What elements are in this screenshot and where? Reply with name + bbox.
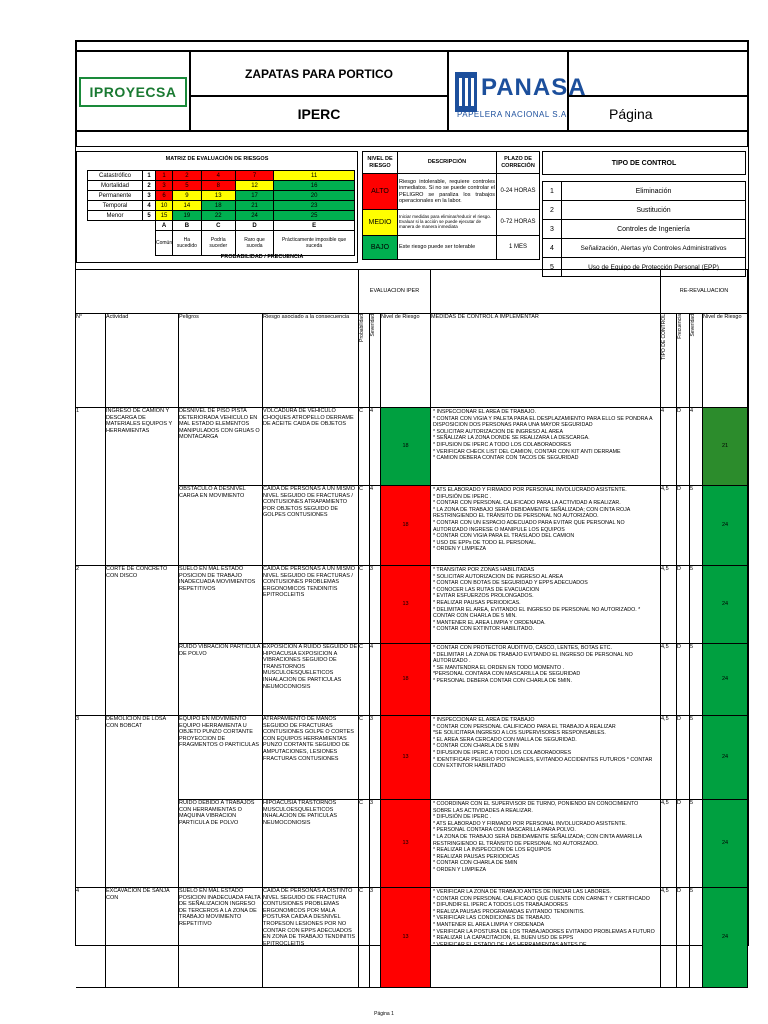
peligro-cell: RUIDO VIBRACIÓN PARTICULA DE POLVO: [179, 644, 263, 716]
frecuencia-cell: D: [677, 644, 690, 716]
level-alto: ALTO: [363, 174, 398, 210]
severidad2-cell: 5: [690, 888, 703, 988]
peligro-cell: SUELO EN MAL ESTADO POSICION INADECUADA FALTA DE SEÑALIZACION INGRESO DE TERCEROS A LA ZONA DE TRABAJO MOVIMIENTO REPETITIVO: [179, 888, 263, 988]
severity-num: 5: [143, 211, 156, 221]
severidad-cell: 4: [370, 486, 381, 566]
severity-num: 4: [143, 201, 156, 211]
level-alto-desc: Riesgo intolerable, requiere controles inmediatos. Si no se puede controlar el PELIGRO se paraliza los trabajos operacionales en la labor.: [398, 174, 497, 210]
matrix-cell: 22: [201, 211, 235, 221]
frecuencia-cell: D: [677, 566, 690, 644]
tipo-control-cell: 4,5: [661, 486, 677, 566]
riesgo-cell: ATRAPAMIENTO DE MANOS SEGUIDO DE FRACTURAS CONTUSIONES GOLPE O CORTES CON EQUIPOS HERRAMIENTAS PUNZO CORTANTE SEGUIDO DE AMPUTACIONES, LESIONES FRACTURAS CONTUSIONES: [263, 716, 359, 800]
level-medio: MEDIO: [363, 210, 398, 236]
probabilidad-cell: C: [359, 486, 370, 566]
peligro-cell: DESNIVEL DE PISO PISTA DETERIORADA VEHICULO EN MAL ESTADO ELEMENTOS MANIPULADOS CON GRUAS O MONTACARGA: [179, 408, 263, 486]
doc-title: ZAPATAS PARA PORTICO: [190, 51, 448, 96]
severidad-cell: 4: [370, 408, 381, 486]
probabilidad-cell: C: [359, 716, 370, 800]
freq-letter: B: [173, 221, 201, 231]
tipo-control-cell: 4,5: [661, 888, 677, 988]
matrix-cell: 3: [156, 181, 173, 191]
row-number: 3: [76, 716, 106, 888]
peligro-cell: OBSTACULO A DESNIVEL CARGA EN MOVIMIENTO: [179, 486, 263, 566]
col-actividad: Actividad: [106, 314, 179, 408]
matrix-cell: 4: [201, 171, 235, 181]
nivel-cell: 13: [381, 716, 431, 800]
severity-num: 1: [143, 171, 156, 181]
medidas-cell: * VERIFICAR LA ZONA DE TRABAJO ANTES DE INICIAR LAS LABORES. * CONTAR CON PERSONAL CALIFICADO QUE CUENTE CON CARNET Y CERTIFICADO * DIFUNDIR EL IPERC A TODOS LOS TRABAJADORES * REALIZA PAUSAS PROGRAMADAS EVITANDO TENDINITIS. * VERIFICAR LAS CONDICIONES DE TRABAJO. * MANTENER EL AREA LIMPIA Y ORDENADA * VERIFICAR LA POSTURA DE LOS TRABAJADORES EVITANDO PROBLEMAS A FUTURO * REALIZAR LA CAPACITACION, EL BUEN USO DE EPPS * VERIFICAR EL ESTADO DE LAS HERRAMIENTAS ANTES DE: [431, 888, 661, 988]
col-medidas: MEDIDAS DE CONTROL A IMPLEMENTAR: [431, 314, 661, 408]
frecuencia-cell: D: [677, 716, 690, 800]
col-peligros: Peligros: [179, 314, 263, 408]
matrix-cell: 9: [173, 191, 201, 201]
level-bajo: BAJO: [363, 236, 398, 260]
freq-letter: D: [235, 221, 273, 231]
header-blank: [431, 270, 661, 314]
nivel2-cell: 24: [703, 800, 748, 888]
level-alto-term: 0-24 HORAS: [497, 174, 540, 210]
matrix-cell: 10: [156, 201, 173, 211]
level-bajo-term: 1 MES: [497, 236, 540, 260]
severity-num: 2: [143, 181, 156, 191]
control-label: Sustitución: [562, 201, 746, 220]
matrix-cell: 17: [235, 191, 273, 201]
tipo-control-cell: 4,5: [661, 566, 677, 644]
frecuencia-cell: D: [677, 408, 690, 486]
matrix-cell: 5: [173, 181, 201, 191]
col-nivel: Nivel de Riesgo: [381, 314, 431, 408]
severity-label: Catastrófico: [88, 171, 143, 181]
col-severidad: Severidad: [370, 314, 381, 408]
riesgo-cell: CAIDA DE PERSONAS A UN MISMO NIVEL SEGUIDO DE FRACTURAS / CONTUSIONES ATRAPAMIENTO POR OBJETOS SEGUIDO DE GOLPES CONTUSIONES: [263, 486, 359, 566]
matrix-cell: 21: [235, 201, 273, 211]
matrix-title: MATRIZ DE EVALUACIÓN DE RIESGOS: [165, 156, 269, 162]
tipo-control-cell: 4,5: [661, 644, 677, 716]
panasa-subtitle: PAPELERA NACIONAL S.A: [457, 110, 567, 119]
header-blank: [76, 270, 359, 314]
severidad2-cell: 5: [690, 800, 703, 888]
level-medio-desc: Iniciar medidas para eliminar/reducir el riesgo. Evaluar si la acción se puede ejecutar de manera de manera inmediata: [398, 210, 497, 236]
matrix-footer: PROBABILIDAD / FRECUENCIA: [220, 254, 304, 260]
risk-matrix: [76, 151, 358, 263]
logo-cell: [76, 51, 190, 131]
page-label: Página: [568, 96, 748, 131]
matrix-cell: 18: [201, 201, 235, 211]
peligro-cell: SUELO EN MAL ESTADO POSICION DE TRABAJO INADECUADA MOVIMIENTOS REPETITIVOS: [179, 566, 263, 644]
row-actividad: DEMOLICION DE LOSA CON BOBCAT: [106, 716, 179, 888]
col-frecuencia: Frecuencia: [677, 314, 690, 408]
page-top-cell: [568, 51, 748, 96]
matrix-cell: 1: [156, 171, 173, 181]
nivel2-cell: 24: [703, 566, 748, 644]
control-num: 3: [543, 220, 562, 239]
col-probabilidad: Probabilidad: [359, 314, 370, 408]
level-bajo-desc: Este riesgo puede ser tolerable: [398, 236, 497, 260]
row-number: 4: [76, 888, 106, 988]
document-page: [75, 40, 749, 946]
probabilidad-cell: C: [359, 644, 370, 716]
severidad-cell: 3: [370, 716, 381, 800]
medidas-cell: * INSPECCIONAR EL AREA DE TRABAJO. * CONTAR CON VIGIA Y PALETA PARA EL DESPLAZAMIENTO PARA ELLO SE PONDRA A DISPOSICION DOS PERSONAS PARA UNA MAYOR SEGURIDAD * SOLICITAR AUTORIZACION DE INGRESO AL AREA * SEÑALIZAR LA ZONA DONDE SE REALIZARA LA DESCARGA. * DIFUSION DE IPERC A TODO LOS COLABORADORES * VERIFICAR CHECK LIST DEL CAMION, CONTAR CON KIT ANTI DERRAME * CAMION DEBERA CONTAR CON TACOS DE SEGURIDAD: [431, 408, 661, 486]
probabilidad-cell: C: [359, 408, 370, 486]
severidad-cell: 3: [370, 800, 381, 888]
levels-h-desc: DESCRIPCIÓN: [398, 152, 497, 174]
col-nivel2: Nivel de Riesgo: [703, 314, 748, 408]
row-number: 2: [76, 566, 106, 716]
panasa-emblem-icon: [455, 72, 477, 112]
severity-label: Menor: [88, 211, 143, 221]
control-label: Eliminación: [562, 182, 746, 201]
matrix-cell: 19: [173, 211, 201, 221]
iproyecsa-logo: IPROYECSA: [79, 77, 187, 107]
nivel2-cell: 24: [703, 716, 748, 800]
frecuencia-cell: D: [677, 486, 690, 566]
matrix-cell: 11: [274, 171, 355, 181]
control-label: Señalización, Alertas y/o Controles Administrativos: [562, 239, 746, 258]
riesgo-cell: VOLCADURA DE VEHICULO CHOQUES ATROPELLO DERRAME DE ACEITE CAIDA DE OBJETOS: [263, 408, 359, 486]
freq-desc: Prácticamente imposible que suceda: [274, 231, 355, 256]
header-spacer: [76, 131, 748, 147]
freq-letter: C: [201, 221, 235, 231]
doc-subtitle: IPERC: [190, 96, 448, 131]
severidad2-cell: 4: [690, 408, 703, 486]
matrix-row: [88, 181, 355, 191]
tipo-control-cell: 4,5: [661, 800, 677, 888]
severity-label: Temporal: [88, 201, 143, 211]
riesgo-cell: CAIDA DE PERSONAS A DISTINTO NIVEL SEGUIDO DE FRACTURA CONTUSIONES PROBLEMAS ERGONOMICOS POR MALA POSTURA CAIDA A DESNIVEL TROPESON LESIONES POR NO CONTAR CON EPPS ADECUADOS EN ZONA DE TRABAJO TENDINITIS EPITROCLEITIS: [263, 888, 359, 988]
reeval-header: RE-REVALUACION: [661, 270, 748, 314]
panasa-wordmark: PANASA: [481, 74, 587, 101]
severidad2-cell: 5: [690, 566, 703, 644]
row-number: 1: [76, 408, 106, 566]
col-n: N°: [76, 314, 106, 408]
freq-desc: Ha sucedido: [173, 231, 201, 256]
peligro-cell: EQUIPO EN MOVIMIENTO EQUIPO HERRAMIENTA U OBJETO PUNZO CORTANTE PROYECCION DE FRAGMENTOS O PARTICULAS: [179, 716, 263, 800]
row-actividad: CORTE DE CONCRETO CON DISCO: [106, 566, 179, 716]
col-riesgo: Riesgo asociado a la consecuencia: [263, 314, 359, 408]
control-num: 5: [543, 258, 562, 277]
nivel-cell: 13: [381, 888, 431, 988]
medidas-cell: * ATS ELABORADO Y FIRMADO POR PERSONAL INVOLUCRADO ASISTENTE. * DIFUSIÓN DE IPERC . * CONTAR CON PERSONAL CALIFICADO PARA LA ACTIVIDAD A REALIZAR. * LA ZONA DE TRABAJO SERÁ DEBIDAMENTE SEÑALIZADA; CON CINTA ROJA RESTRINGIENDO EL TRÁNSITO DE PERSONAL NO AUTORIZADO. * CONTAR CON UN ESPACIO ADECUADO PARA EVITAR QUE PERSONAL NO AUTORIZADO INGRESE O MANIPULE LOS EQUIPOS * CONTAR CON VIGIA PARA EL TRASLADO DEL CAMION * USO DE EPPs DE TODO EL PERSONAL. * ORDEN Y LIMPIEZA: [431, 486, 661, 566]
matrix-cell: 15: [156, 211, 173, 221]
freq-letter: A: [156, 221, 173, 231]
frecuencia-cell: D: [677, 800, 690, 888]
severidad2-cell: 5: [690, 486, 703, 566]
nivel-cell: 18: [381, 486, 431, 566]
severity-label: Permanente: [88, 191, 143, 201]
nivel2-cell: 24: [703, 888, 748, 988]
matrix-cell: 12: [235, 181, 273, 191]
tipo-control-cell: 4,5: [661, 716, 677, 800]
top-strip: [76, 41, 748, 51]
medidas-cell: * INSPECCIONAR EL AREA DE TRABAJO * CONTAR CON PERSONAL CALIFICADO PARA EL TRABAJO A REALIZAR *SE SOLICITARA INGRESO A LOS SUPERVISORES RESPONSABLES. * EL AREA SERA CERCADO CON MALLA DE SEGURIDAD. * CONTAR CON CHARLA DE 5 MIN * DIFUSION DE IPERC A TODO LOS COLABORADORES * IDENTIFICAR PELIGRO POTENCIALES, EVITANDO ACCIDENTES FUTUROS * CONTAR CON EXTINTOR HABILITADO: [431, 716, 661, 800]
nivel-cell: 18: [381, 408, 431, 486]
frecuencia-cell: D: [677, 888, 690, 988]
col-severidad2: Severidad: [690, 314, 703, 408]
severidad2-cell: 5: [690, 644, 703, 716]
matrix-row: [88, 201, 355, 211]
iperc-table: [76, 269, 748, 948]
severity-label: Mortalidad: [88, 181, 143, 191]
nivel-cell: 18: [381, 644, 431, 716]
riesgo-cell: CAIDA DE PERSONAS A UN MISMO NIVEL SEGUIDO DE FRACTURAS / CONTUSIONES PROBLEMAS ERGONOMICOS TENDINITIS EPITROCLEITIS: [263, 566, 359, 644]
freq-letter: E: [274, 221, 355, 231]
matrix-cell: 25: [274, 211, 355, 221]
medidas-cell: * CONTAR CON PROTECTOR AUDITIVO, CASCO, LENTES, BOTAS ETC. * DELIMITAR LA ZONA DE TRABAJO EVITANDO EL INGRESO DE PERSONAL NO AUTORIZADO . * SE MANTENDRA EL ORDEN EN TODO MOMENTO . *PERSONAL CONTARA CON MASCARILLA DE SEGURIDAD * PERSONAL DEBERA CONTAR CON CHARLA DE 5MIN.: [431, 644, 661, 716]
matrix-cell: 16: [274, 181, 355, 191]
control-label: Controles de Ingeniería: [562, 220, 746, 239]
freq-desc: Raro que suceda: [235, 231, 273, 256]
matrix-row: [88, 191, 355, 201]
control-label: Uso de Equipo de Protección Personal (EPP): [562, 258, 746, 277]
medidas-cell: * COORDINAR CON EL SUPERVISOR DE TURNO, PONIENDO EN CONOCIMIENTO SOBRE LAS ACTIVIDADES A REALIZAR. * DIFUSIÓN DE IPERC . * ATS ELABORADO Y FIRMADO POR PERSONAL INVOLUCRADO ASISTENTE. * PERSONAL CONTARA CON MASCARILLA PARA POLVO. * LA ZONA DE TRABAJO SERÁ DEBIDAMENTE SEÑALIZADA; CON CINTA AMARILLA RESTRINGIENDO EL TRÁNSITO DE PERSONAL NO AUTORIZADO. * REALIZAR LA INSPECCION DE LOS EQUIPOS * REALIZAR PAUSAS PERIODICAS * CONTAR CON CHARLA DE 5MIN * ORDEN Y LIMPIEZA: [431, 800, 661, 888]
matrix-cell: 23: [274, 201, 355, 211]
matrix-cell: 24: [235, 211, 273, 221]
matrix-cell: 14: [173, 201, 201, 211]
nivel2-cell: 24: [703, 644, 748, 716]
matrix-cell: 7: [235, 171, 273, 181]
probabilidad-cell: C: [359, 800, 370, 888]
matrix-cell: 8: [201, 181, 235, 191]
control-num: 1: [543, 182, 562, 201]
risk-levels: [362, 151, 540, 263]
matrix-cell: 2: [173, 171, 201, 181]
nivel2-cell: 21: [703, 408, 748, 486]
tipo-control-cell: 4: [661, 408, 677, 486]
col-tipo: TIPO DE CONTROL: [661, 314, 677, 408]
nivel-cell: 13: [381, 800, 431, 888]
matrix-cell: 20: [274, 191, 355, 201]
control-num: 4: [543, 239, 562, 258]
severidad-cell: 3: [370, 888, 381, 988]
nivel2-cell: 24: [703, 486, 748, 566]
nivel-cell: 13: [381, 566, 431, 644]
severidad-cell: 4: [370, 644, 381, 716]
matrix-grid: [87, 170, 355, 256]
eval-header: EVALUACION IPER: [359, 270, 431, 314]
freq-desc: Común: [156, 231, 173, 256]
brand-cell: [448, 51, 587, 131]
probabilidad-cell: C: [359, 566, 370, 644]
freq-desc: Podría suceder: [201, 231, 235, 256]
severidad-cell: 3: [370, 566, 381, 644]
control-title: TIPO DE CONTROL: [543, 152, 746, 175]
levels-h-level: NIVEL DE RIESGO: [363, 152, 398, 174]
levels-table: [362, 151, 540, 260]
matrix-cell: 13: [201, 191, 235, 201]
levels-h-term: PLAZO DE CORRECIÓN: [497, 152, 540, 174]
row-actividad: EXCAVACION DE SANJA CON: [106, 888, 179, 988]
severity-num: 3: [143, 191, 156, 201]
control-num: 2: [543, 201, 562, 220]
row-actividad: INGRESO DE CAMION Y DESCARGA DE MATERIALES EQUIPOS Y HERRAMIENTAS: [106, 408, 179, 566]
riesgo-cell: HIPOACUSIA TRASTORNOS MUSCULOESQUELETICOS INHALACION DE PATICULAS NEUMOCONIOSIS: [263, 800, 359, 888]
probabilidad-cell: C: [359, 888, 370, 988]
page-footer: Página 1: [374, 1011, 394, 1017]
matrix-row: [88, 211, 355, 221]
riesgo-cell: EXPOSICION A RUIDO SEGUIDO DE HIPOACUSIA EXPOSICION A VIBRACIONES SEGUIDO DE TRANSTORNOS MUSCULOESQUELETICOS INHALACION DE PARTICULAS NEUMOCONIOSIS: [263, 644, 359, 716]
control-types: [542, 151, 746, 277]
matrix-row: [88, 171, 355, 181]
matrix-cell: 6: [156, 191, 173, 201]
severidad2-cell: 5: [690, 716, 703, 800]
medidas-cell: * TRANSITAR POR ZONAS HABILITADAS * SOLICITAR AUTORIZACION DE INGRESO AL AREA * CONTAR CON BOTAS DE SEGURIDAD Y EPPS ADECUADOS * CONOCER LAS RUTAS DE EVACUACION * EVITAR ESFUERZOS PROLONGADOS. * REALIZAR PAUSAS PERIODICAS. * DELIMITAR EL AREA, EVITANDO EL INGRESO DE PERSONAL NO AUTORIZADO. * CONTAR CON CHARLA DE 5 MIN. * MANTENER EL AREA LIMPIA Y ORDENADA. * CONTAR CON EXTINTOR HABILITADO.: [431, 566, 661, 644]
peligro-cell: RUIDO DEBIDO A TRABAJOS CON HERRAMIENTAS O MAQUINA VIBRACION PARTICULA DE POLVO: [179, 800, 263, 888]
level-medio-term: 0-72 HORAS: [497, 210, 540, 236]
